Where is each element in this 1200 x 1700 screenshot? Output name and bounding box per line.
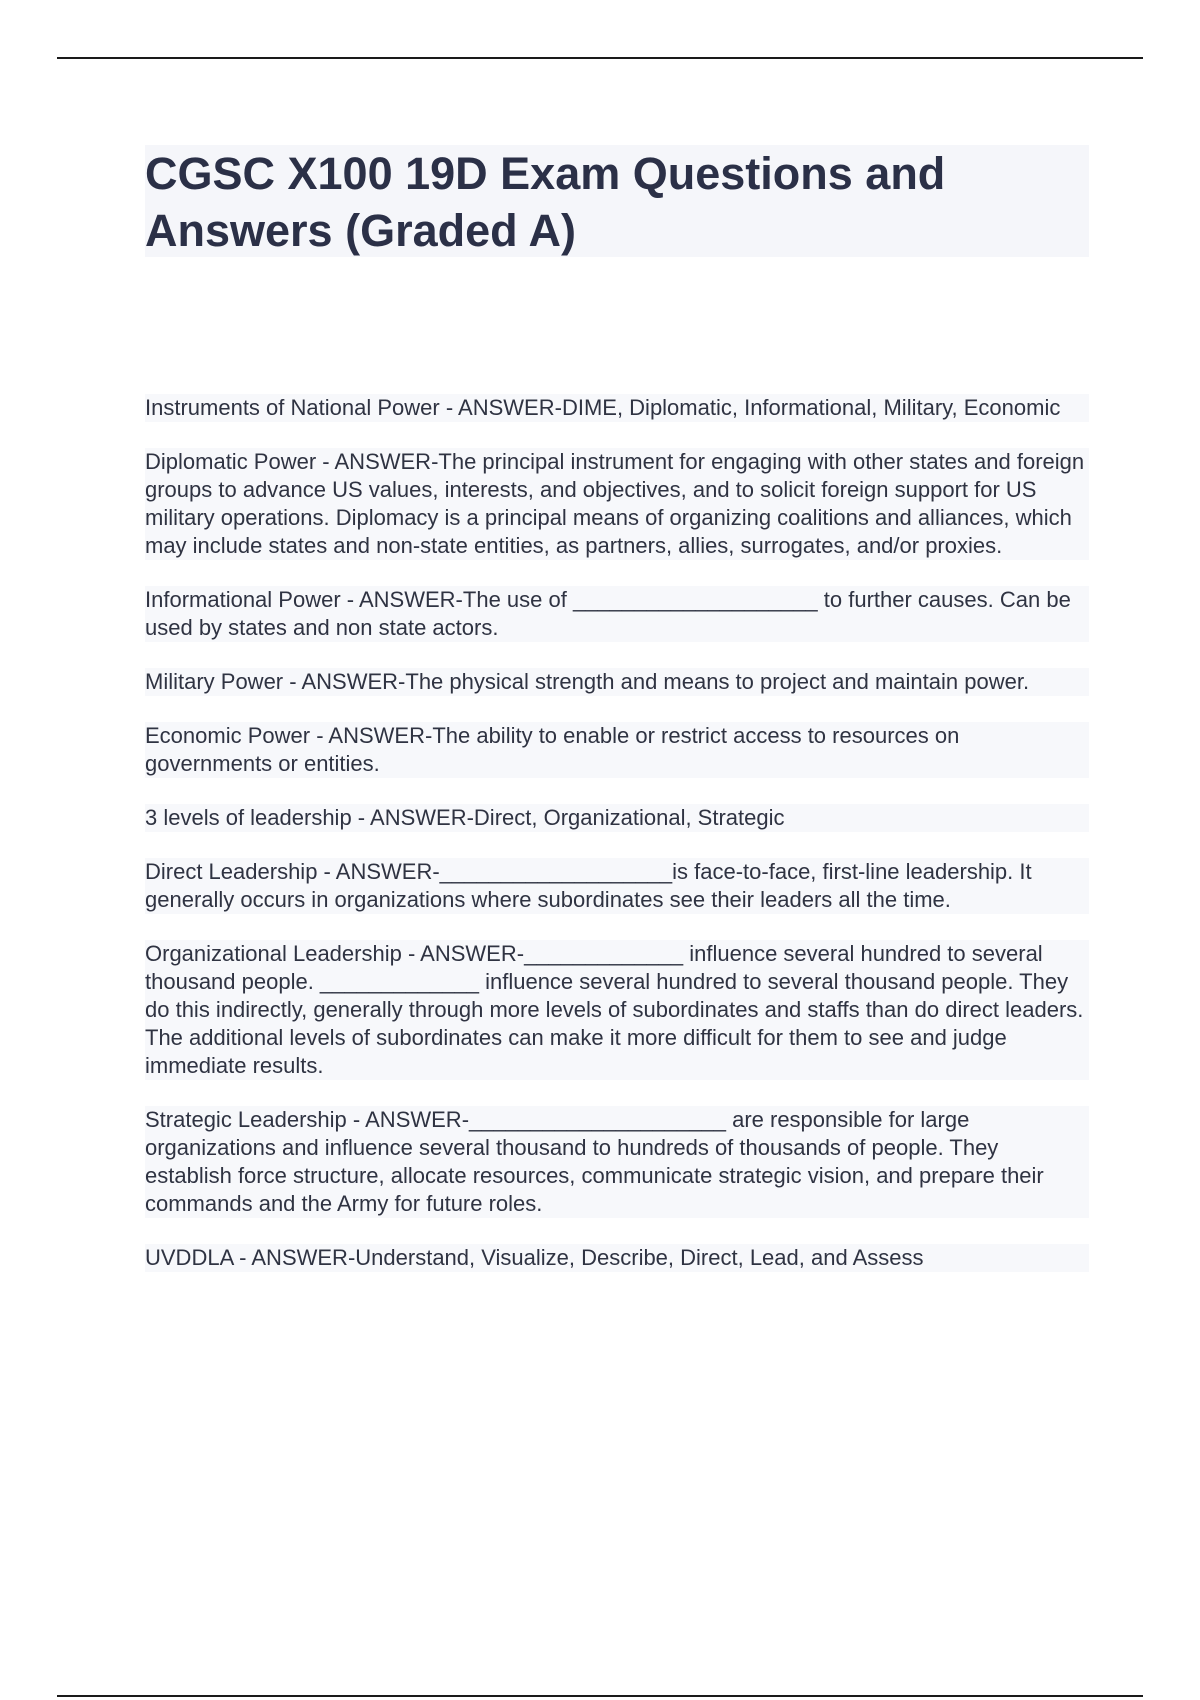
answer-text: The ability to enable or restrict access to resources on governments or entities. — [145, 723, 960, 776]
answer-separator: - ANSWER- — [233, 1245, 356, 1270]
answer-separator: - ANSWER- — [439, 395, 562, 420]
document-title: CGSC X100 19D Exam Questions and Answers (Graded A) — [145, 148, 946, 256]
answer-text: The physical strength and means to project and maintain power. — [405, 669, 1030, 694]
question-text: 3 levels of leadership — [145, 805, 352, 830]
answer-separator: - ANSWER- — [310, 723, 433, 748]
question-text: Direct Leadership — [145, 859, 318, 884]
answer-text: The use of ____________________ to further causes. Can be used by states and non state actors. — [145, 587, 1071, 640]
answer-separator: - ANSWER- — [283, 669, 406, 694]
question-text: Military Power — [145, 669, 284, 694]
question-text: Strategic Leadership — [145, 1107, 347, 1132]
question-text: Informational Power — [145, 587, 341, 612]
qa-item — [145, 940, 1089, 1080]
qa-item — [145, 722, 1089, 778]
answer-text: DIME, Diplomatic, Informational, Military, Economic — [561, 395, 1061, 420]
qa-item — [145, 448, 1089, 560]
answer-separator: - ANSWER- — [351, 805, 474, 830]
answer-separator: - ANSWER- — [401, 941, 525, 966]
question-text: Organizational Leadership — [145, 941, 402, 966]
qa-item — [145, 1244, 1089, 1272]
answer-text: Understand, Visualize, Describe, Direct, Lead, and Assess — [355, 1245, 924, 1270]
qa-item — [145, 804, 1089, 832]
answer-text: Direct, Organizational, Strategic — [473, 805, 785, 830]
answer-text: _____________________ are responsible for large organizations and influence several thousand to hundreds of thousands of people. They establish force structure, allocate resources, communicate strategic vision, and prepare their commands and the Army for future roles. — [145, 1107, 1044, 1216]
qa-list — [145, 394, 1089, 1298]
answer-separator: - ANSWER- — [316, 449, 439, 474]
answer-separator: - ANSWER- — [340, 587, 463, 612]
qa-item — [145, 858, 1089, 914]
answer-text: ___________________is face-to-face, first-line leadership. It generally occurs in organizations where subordinates see their leaders all the time. — [145, 859, 1032, 912]
question-text: Diplomatic Power — [145, 449, 317, 474]
header-rule — [57, 57, 1143, 59]
answer-separator: - ANSWER- — [346, 1107, 470, 1132]
answer-text: _____________ influence several hundred to several thousand people. _____________ influence several hundred to several thousand people. They do this indirectly, generally through more levels of subordinates and staffs than do direct leaders. The additional levels of subordinates can make it more difficult for them to see and judge immediate results. — [145, 941, 1084, 1078]
footer-rule — [57, 1695, 1143, 1697]
question-text: Economic Power — [145, 723, 311, 748]
qa-item — [145, 586, 1089, 642]
answer-separator: - ANSWER- — [317, 859, 440, 884]
question-text: UVDDLA — [145, 1245, 234, 1270]
answer-text: The principal instrument for engaging with other states and foreign groups to advance US values, interests, and objectives, and to solicit foreign support for US military operations. Diplomacy is a principal means of organizing coalitions and alliances, which may include states and non-state entities, as partners, allies, surrogates, and/or proxies. — [145, 449, 1085, 558]
qa-item — [145, 1106, 1089, 1218]
qa-item — [145, 668, 1089, 696]
question-text: Instruments of National Power — [145, 395, 440, 420]
qa-item — [145, 394, 1089, 422]
